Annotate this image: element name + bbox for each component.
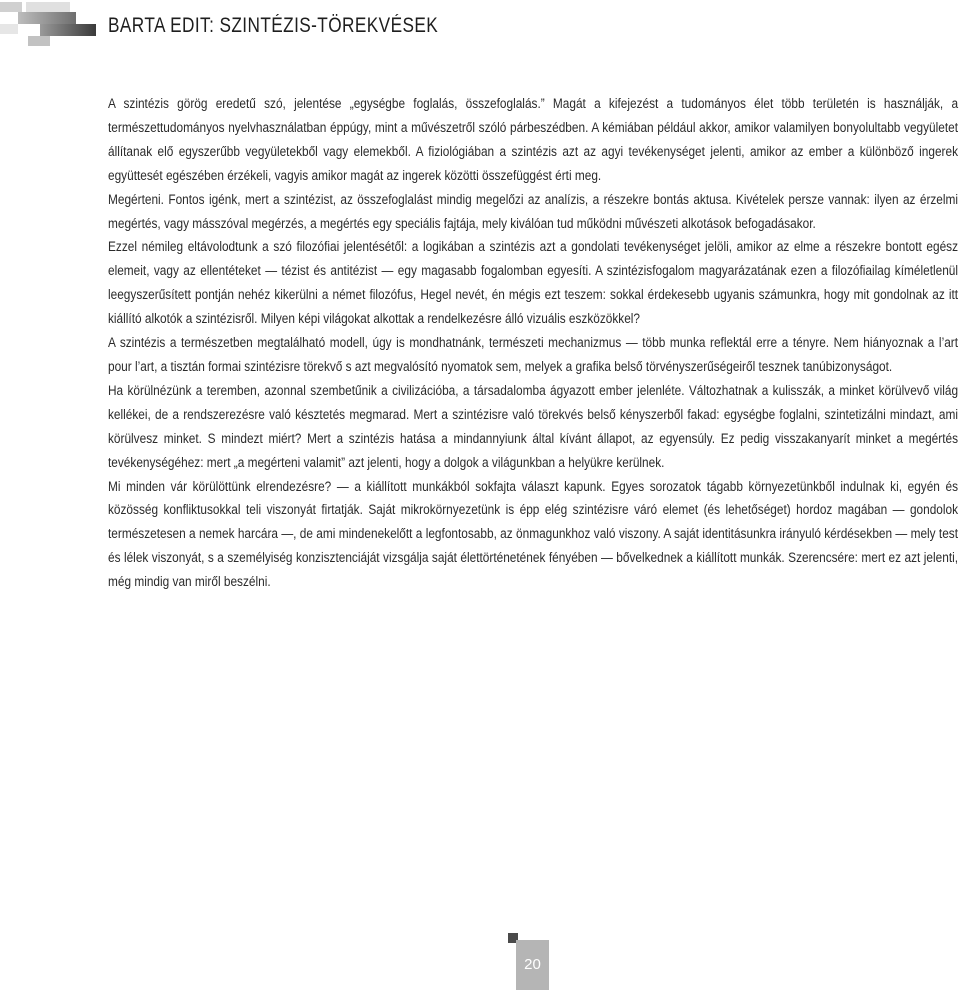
paragraph: Mi minden vár körülöttünk elrendezésre? — a kiállított munkákból sokfajta választ kapunk. Egyes sorozatok tágabb környezetünkből indulnak ki, egyén és közösség konfliktusokkal teli viszonyát firtatják. Saját mikrokörnyezetünk is épp elég szintézisre váró elemet (és lehetőséget) hordoz magában — gondolok természetesen a nemek harcára —, de ami mindenekelőtt a legfontosabb, az önmagunkhoz való viszony. A saját identitásunkra irányuló kérdésekben — mely test és lélek viszonyát, s a személyiség konzisztenciáját vizsgálja saját élettörténetének fényében — bővelkednek a kiállított munkák. Szerencsére: mert ez azt jelenti, még mindig van miről beszélni. [108,478,959,591]
article-body [108,93,958,595]
paragraph: Ha körülnézünk a teremben, azonnal szembetűnik a civilizációba, a társadalomba ágyazott ember jelenléte. Változhatnak a kulisszák, a minket körülvevő világ kellékei, de a rendszerezésre való késztetés megmarad. Mert a szintézisre való törekvés belső kényszerből fakad: egységbe foglalni, szintetizálni mindazt, ami körülvesz minket. S mindezt miért? Mert a szintézis hatása a mindannyiunk által kívánt állapot, az egyensúly. Ez pedig visszakanyarít minket a megértés tevékenységéhez: mert „a megérteni valamit” azt jelenti, hogy a dolgok a világunkban a helyükre kerülnek. [108,382,959,471]
page-number: 20 [524,956,541,973]
paragraph: Megérteni. Fontos igénk, mert a szintézist, az összefoglalást mindig megelőzi az analízis, a részekre bontás aktusa. Kivételek persze vannak: ilyen az érzelmi megértés, vagy másszóval megérzés, a megértés egy speciális fajtája, mely kiválóan tud működni művészeti alkotások befogadásakor. [108,191,959,232]
page-title: BARTA EDIT: SZINTÉZIS-TÖREKVÉSEK [108,14,439,37]
paragraph: A szintézis görög eredetű szó, jelentése „egységbe foglalás, összefoglalás.” Magát a kifejezést a tudományos élet több területén is használják, a természettudományos nyelvhasználatban éppúgy, mint a művészetről szóló párbeszédben. A kémiában például akkor, amikor valamilyen bonyolultabb vegyületet állítanak elő egyszerűbb vegyületekből vagy elemekből. A fiziológiában a szintézis azt az agyi tevékenységet jelenti, amikor az ember a különböző ingerek együttesét egészében érzékeli, vagyis amikor magát az ingerek közötti összefüggést érti meg. [108,96,959,184]
corner-logo-graphic [0,0,96,50]
paragraph: A szintézis a természetben megtalálható modell, úgy is mondhatnánk, természeti mechanizmus — több munka reflektál erre a tényre. Nem hiányoznak a l’art pour l’art, a tisztán formai szintézisre törekvő s azt megvalósító nyomatok sem, melyek a grafika belső törvényszerűségeiről tesznek tanúbizonyságot. [108,335,959,375]
paragraph: Ezzel némileg eltávolodtunk a szó filozófiai jelentésétől: a logikában a szintézis azt a gondolati tevékenységet jelöli, amikor az elme a részekre bontott egész elemeit, vagy az ellentéteket — tézist és antitézist — egy magasabb fogalomban egyesíti. A szintézisfogalom magyarázatának ezen a filozófiailag kíméletlenül leegyszerűsített pontján nehéz kikerülni a német filozófus, Hegel nevét, én mégis ezt teszem: sokkal érdekesebb ugyanis számunkra, hogy mit gondolnak az itt kiállító alkotók a szintézisről. Milyen képi világokat alkottak a rendelkezésre álló vizuális eszközökkel? [108,239,959,328]
